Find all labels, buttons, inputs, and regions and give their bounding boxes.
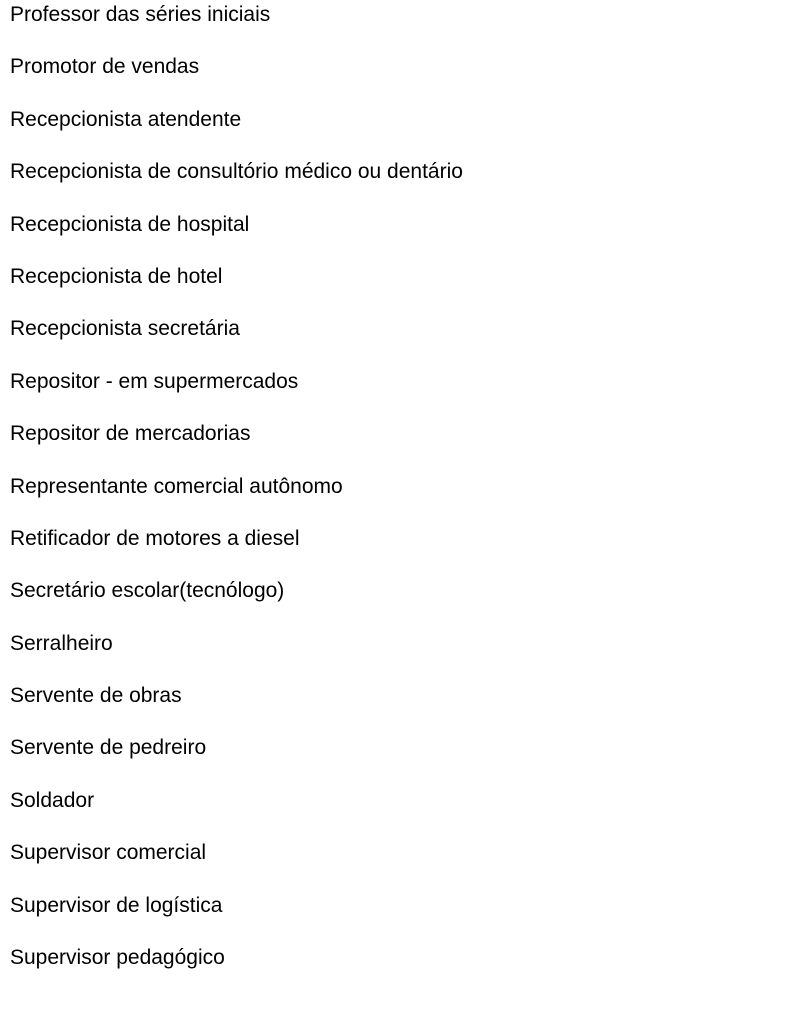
list-item: Secretário escolar(tecnólogo): [10, 579, 285, 603]
list-item: Supervisor de logística: [10, 893, 223, 917]
list-item: Retificador de motores a diesel: [10, 526, 300, 550]
list-item: Repositor de mercadorias: [10, 422, 251, 446]
list-item: Supervisor pedagógico: [10, 946, 225, 970]
list-item: Servente de obras: [10, 684, 182, 708]
list-item: Recepcionista secretária: [10, 317, 240, 341]
list-item: Recepcionista de hotel: [10, 264, 223, 288]
job-title-list: [10, 0, 463, 995]
list-item: Repositor - em supermercados: [10, 369, 299, 393]
list-item: Recepcionista de hospital: [10, 212, 250, 236]
list-item: Supervisor comercial: [10, 841, 207, 865]
list-item: Promotor de vendas: [10, 55, 200, 79]
list-item: Recepcionista atendente: [10, 107, 242, 131]
list-item: Representante comercial autônomo: [10, 474, 343, 498]
list-item: Soldador: [10, 788, 95, 812]
list-item: Recepcionista de consultório médico ou dentário: [10, 160, 463, 184]
list-item: Serralheiro: [10, 631, 113, 655]
list-item: Servente de pedreiro: [10, 736, 207, 760]
list-item: Professor das séries iniciais: [10, 3, 271, 26]
